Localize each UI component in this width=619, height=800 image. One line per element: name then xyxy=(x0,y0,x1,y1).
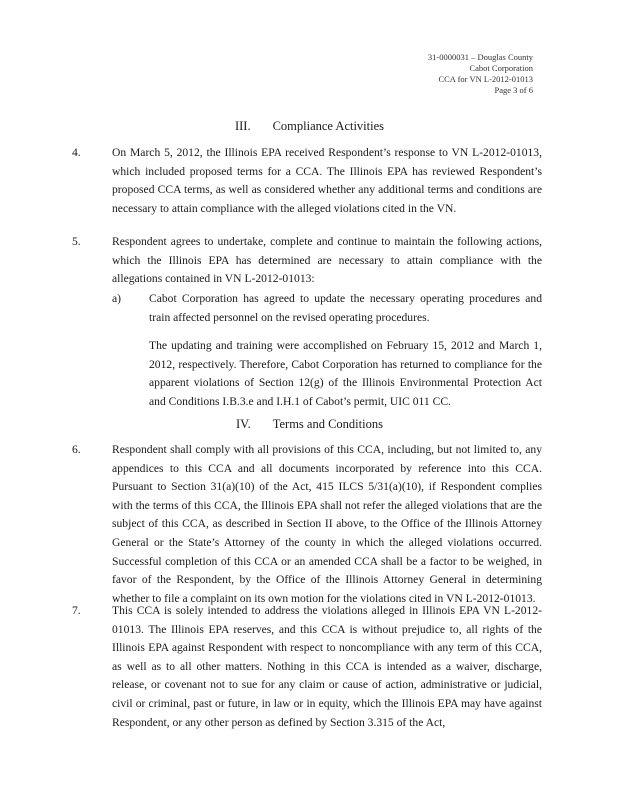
paragraph-number: 6. xyxy=(72,443,81,456)
section-heading-compliance xyxy=(0,118,619,134)
paragraph-number: 4. xyxy=(72,146,81,159)
paragraph-text: On March 5, 2012, the Illinois EPA received Respondent’s response to VN L-2012-01013, which included proposed terms for a CCA. The Illinois EPA has reviewed Respondent’s proposed CCA terms, as well as considered whether any additional terms and conditions are necessary to attain compliance with the alleged violations cited in the VN. xyxy=(112,146,542,215)
header-line-1: 31-0000031 – Douglas County xyxy=(427,52,533,62)
subitem-label: a) xyxy=(112,292,122,305)
header-line-2: Cabot Corporation xyxy=(469,63,533,73)
paragraph-4 xyxy=(72,144,542,218)
section-heading-terms xyxy=(0,416,619,432)
section-title: Compliance Activities xyxy=(272,119,385,133)
subitem-text-2: The updating and training were accomplished on February 15, 2012 and March 1, 2012, respectively. Therefore, Cabot Corporation has returned to compliance for the apparent violations of Section 12(g) of the Illinois Environmental Protection Act and Conditions I.B.3.e and I.H.1 of Cabot’s permit, UIC 011 CC. xyxy=(149,339,542,408)
header-line-4: Page 3 of 6 xyxy=(494,85,533,95)
section-title: Terms and Conditions xyxy=(272,417,383,431)
section-number: III. xyxy=(234,119,251,133)
paragraph-number: 7. xyxy=(72,604,81,617)
paragraph-7 xyxy=(72,602,542,732)
subitem-a xyxy=(112,290,542,412)
subitem-text-1: Cabot Corporation has agreed to update the necessary operating procedures and train affected personnel on the revised operating procedures. xyxy=(149,292,542,324)
paragraph-text: This CCA is solely intended to address the violations alleged in Illinois EPA VN L-2012-01013. The Illinois EPA reserves, and this CCA is without prejudice to, all rights of the Illinois EPA against Respondent with respect to noncompliance with any term of this CCA, as well as to all other matters. Nothing in this CCA is intended as a waiver, discharge, release, or covenant not to sue for any claim or cause of action, administrative or judicial, civil or criminal, past or future, in law or in equity, which the Illinois EPA may have against Respondent, or any other person as defined by Section 3.315 of the Act, xyxy=(112,604,542,729)
header-line-3: CCA for VN L-2012-01013 xyxy=(438,74,533,84)
paragraph-text: Respondent shall comply with all provisions of this CCA, including, but not limited to, any appendices to this CCA and all documents incorporated by reference into this CCA. Pursuant to Section 31(a)(10) of the Act, 415 ILCS 5/31(a)(10), if Respondent complies with the terms of this CCA, the Illinois EPA shall not refer the alleged violations that are the subject of this CCA, as described in Section II above, to the Office of the Illinois Attorney General or the State’s Attorney of the county in which the alleged violations occurred. Successful completion of this CCA or an amended CCA shall be a factor to be weighed, in favor of the Respondent, by the Office of the Illinois Attorney General in determining whether to file a complaint on its own motion for the violations cited in VN L-2012-01013. xyxy=(112,443,542,605)
section-number: IV. xyxy=(236,417,251,431)
paragraph-6 xyxy=(72,441,542,608)
page-header xyxy=(428,52,533,96)
paragraph-number: 5. xyxy=(72,235,81,248)
paragraph-5 xyxy=(72,233,542,289)
paragraph-text: Respondent agrees to undertake, complete and continue to maintain the following actions, which the Illinois EPA has determined are necessary to attain compliance with the allegations contained in VN L-2012-01013: xyxy=(112,235,542,286)
